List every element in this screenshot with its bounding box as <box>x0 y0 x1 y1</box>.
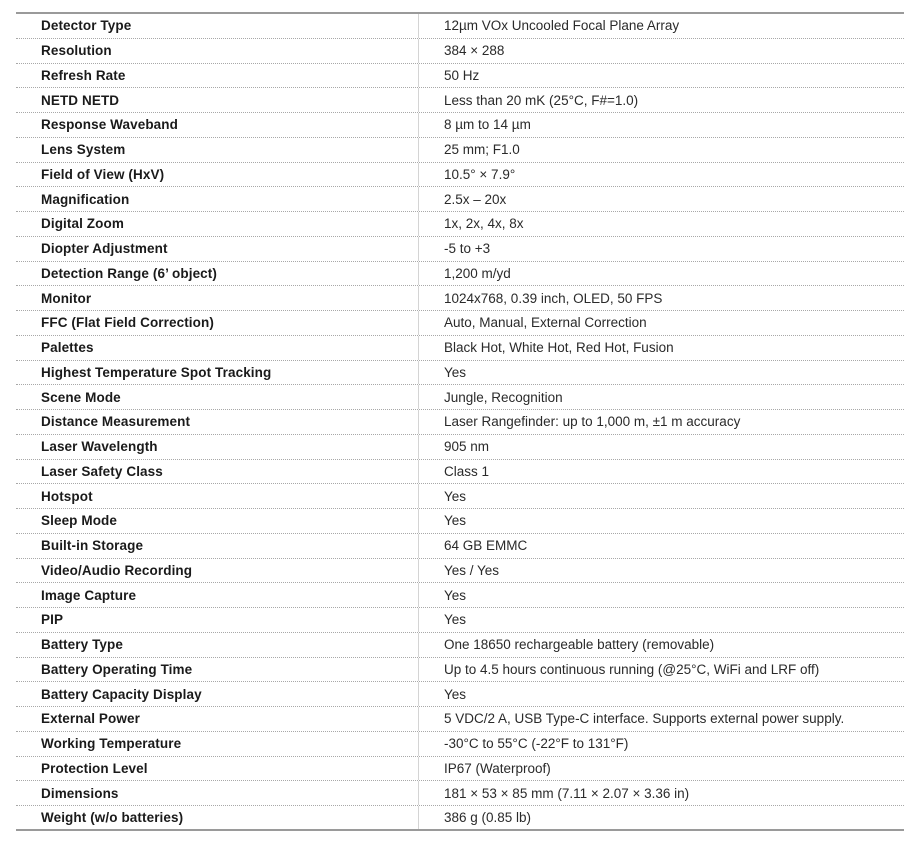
spec-value: Less than 20 mK (25°C, F#=1.0) <box>444 92 639 108</box>
table-row <box>16 583 904 608</box>
table-row <box>16 484 904 509</box>
spec-label: Image Capture <box>16 583 419 607</box>
spec-value: Auto, Manual, External Correction <box>444 315 647 331</box>
spec-label: Diopter Adjustment <box>16 237 419 261</box>
spec-value: Yes <box>444 612 467 628</box>
spec-value: 386 g (0.85 lb) <box>444 809 532 825</box>
spec-label: NETD NETD <box>16 88 419 112</box>
table-row <box>16 534 904 559</box>
spec-value: 1,200 m/yd <box>444 265 511 281</box>
spec-value: Yes / Yes <box>444 562 500 578</box>
spec-label: Weight (w/o batteries) <box>16 806 419 829</box>
table-row <box>16 757 904 782</box>
spec-label: PIP <box>16 608 419 632</box>
spec-label: Palettes <box>16 336 419 360</box>
table-row <box>16 113 904 138</box>
spec-label: Sleep Mode <box>16 509 419 533</box>
spec-value: 181 × 53 × 85 mm (7.11 × 2.07 × 3.36 in) <box>444 785 690 801</box>
spec-label: Laser Safety Class <box>16 460 419 484</box>
spec-label: Magnification <box>16 187 419 211</box>
spec-label: FFC (Flat Field Correction) <box>16 311 419 335</box>
spec-label: Detection Range (6’ object) <box>16 262 419 286</box>
spec-value: 905 nm <box>444 439 490 455</box>
table-row <box>16 658 904 683</box>
spec-label: Response Waveband <box>16 113 419 137</box>
spec-value: Laser Rangefinder: up to 1,000 m, ±1 m accuracy <box>444 414 741 430</box>
spec-value: Jungle, Recognition <box>444 389 563 405</box>
spec-value: Black Hot, White Hot, Red Hot, Fusion <box>444 340 674 356</box>
spec-label: Battery Capacity Display <box>16 682 419 706</box>
spec-value: 1024x768, 0.39 inch, OLED, 50 FPS <box>444 290 663 306</box>
table-row <box>16 410 904 435</box>
spec-value: 12µm VOx Uncooled Focal Plane Array <box>444 18 680 34</box>
spec-value: Up to 4.5 hours continuous running (@25°C, WiFi and LRF off) <box>444 661 820 677</box>
spec-label: Distance Measurement <box>16 410 419 434</box>
spec-label: Hotspot <box>16 484 419 508</box>
spec-label: Video/Audio Recording <box>16 559 419 583</box>
table-row <box>16 682 904 707</box>
spec-label: Laser Wavelength <box>16 435 419 459</box>
table-row <box>16 385 904 410</box>
table-row <box>16 14 904 39</box>
spec-label: Highest Temperature Spot Tracking <box>16 361 419 385</box>
spec-value: 8 µm to 14 µm <box>444 117 531 133</box>
table-row <box>16 435 904 460</box>
spec-value: Class 1 <box>444 463 490 479</box>
spec-value: Yes <box>444 488 467 504</box>
table-row <box>16 806 904 831</box>
table-row <box>16 361 904 386</box>
spec-label: Detector Type <box>16 14 419 38</box>
table-row <box>16 88 904 113</box>
table-row <box>16 311 904 336</box>
table-row <box>16 633 904 658</box>
spec-label: Protection Level <box>16 757 419 781</box>
spec-value: -5 to +3 <box>444 241 491 257</box>
table-row <box>16 64 904 89</box>
spec-value: 5 VDC/2 A, USB Type-C interface. Supports external power supply. <box>444 711 845 727</box>
table-row <box>16 187 904 212</box>
spec-value: One 18650 rechargeable battery (removable) <box>444 637 715 653</box>
spec-value: -30°C to 55°C (-22°F to 131°F) <box>444 736 629 752</box>
spec-label: Lens System <box>16 138 419 162</box>
table-row <box>16 163 904 188</box>
spec-label: Scene Mode <box>16 385 419 409</box>
table-row <box>16 138 904 163</box>
spec-table <box>16 12 904 831</box>
spec-value: Yes <box>444 513 467 529</box>
table-row <box>16 732 904 757</box>
spec-label: Monitor <box>16 286 419 310</box>
table-row <box>16 509 904 534</box>
spec-label: Working Temperature <box>16 732 419 756</box>
spec-value: Yes <box>444 364 467 380</box>
table-row <box>16 212 904 237</box>
spec-value: 10.5° × 7.9° <box>444 166 516 182</box>
spec-value: IP67 (Waterproof) <box>444 760 551 776</box>
table-row <box>16 559 904 584</box>
table-row <box>16 262 904 287</box>
spec-value: 64 GB EMMC <box>444 538 528 554</box>
spec-value: Yes <box>444 587 467 603</box>
table-row <box>16 608 904 633</box>
spec-value: 384 × 288 <box>444 43 505 59</box>
spec-label: Dimensions <box>16 781 419 805</box>
spec-label: Resolution <box>16 39 419 63</box>
table-row <box>16 286 904 311</box>
spec-label: Refresh Rate <box>16 64 419 88</box>
spec-label: Built-in Storage <box>16 534 419 558</box>
spec-value: Yes <box>444 686 467 702</box>
spec-value: 1x, 2x, 4x, 8x <box>444 216 524 232</box>
table-row <box>16 460 904 485</box>
spec-label: Battery Operating Time <box>16 658 419 682</box>
spec-value: 2.5x – 20x <box>444 191 507 207</box>
spec-value: 25 mm; F1.0 <box>444 142 520 158</box>
table-row <box>16 336 904 361</box>
table-row <box>16 39 904 64</box>
table-row <box>16 707 904 732</box>
spec-value: 50 Hz <box>444 67 480 83</box>
table-row <box>16 781 904 806</box>
spec-label: Digital Zoom <box>16 212 419 236</box>
spec-label: External Power <box>16 707 419 731</box>
table-row <box>16 237 904 262</box>
spec-label: Field of View (HxV) <box>16 163 419 187</box>
spec-label: Battery Type <box>16 633 419 657</box>
